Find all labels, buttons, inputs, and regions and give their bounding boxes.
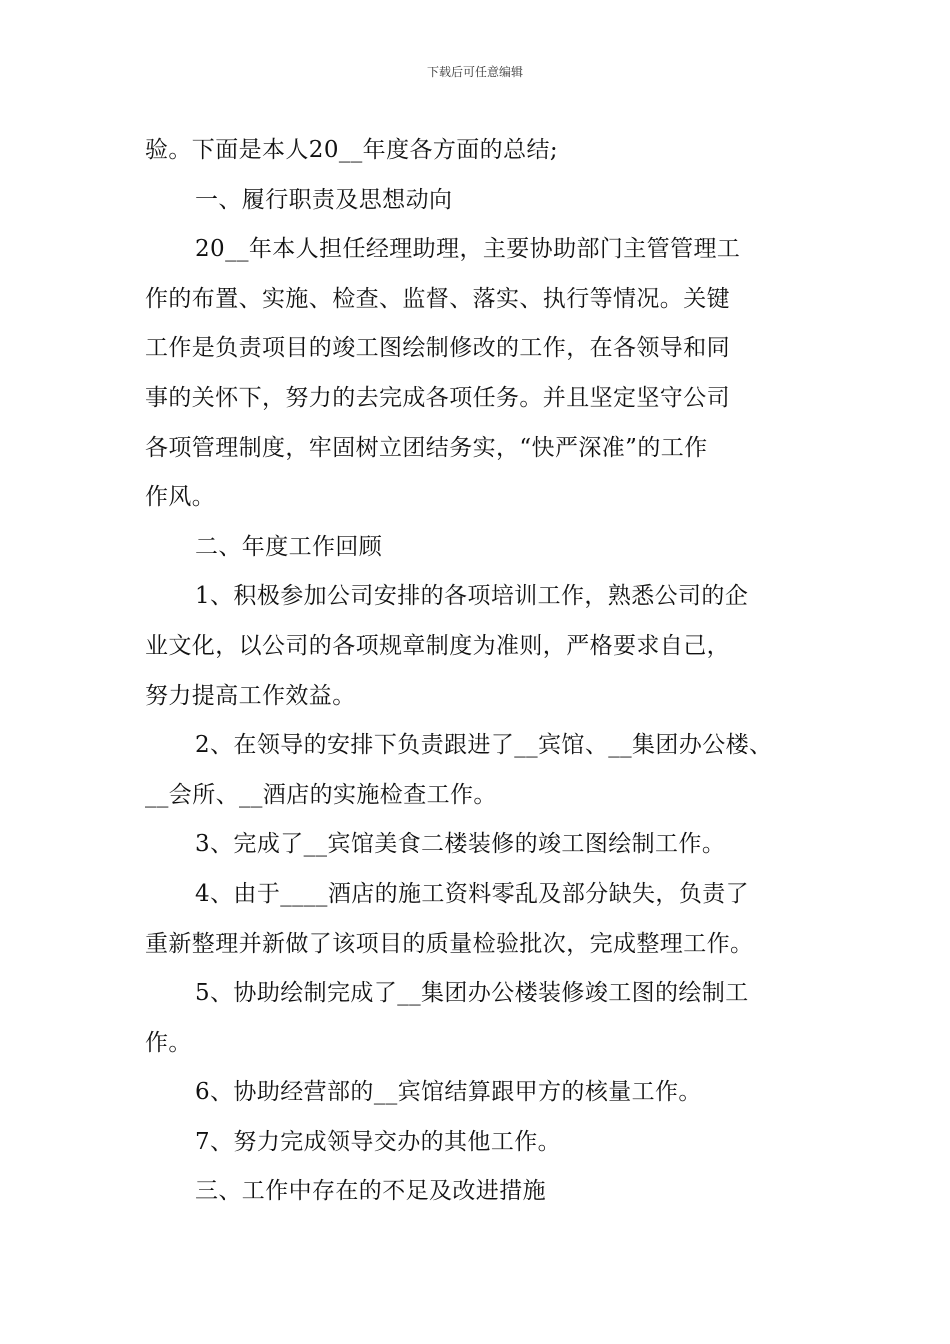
list-item-line: 3、完成了__宾馆美食二楼装修的竣工图绘制工作。 — [195, 831, 726, 858]
text-line: 作风。 — [145, 484, 216, 511]
text-line: 验。下面是本人20__年度各方面的总结; — [145, 137, 559, 163]
list-item-line: 4、由于____酒店的施工资料零乱及部分缺失，负责了 — [195, 880, 750, 907]
section-heading: 二、年度工作回顾 — [195, 533, 383, 560]
text-line: 事的关怀下，努力的去完成各项任务。并且坚定坚守公司 — [145, 384, 730, 411]
text-line: 作的布置、实施、检查、监督、落实、执行等情况。关键 — [145, 285, 730, 312]
list-item-line: 2、在领导的安排下负责跟进了__宾馆、__集团办公楼、 — [195, 732, 773, 759]
text-line: 业文化，以公司的各项规章制度为准则，严格要求自己， — [145, 632, 730, 659]
text-line: 作。 — [145, 1029, 192, 1056]
text-line: 20__年本人担任经理助理，主要协助部门主管管理工 — [195, 236, 741, 263]
text-line: 各项管理制度，牢固树立团结务实，“快严深准”的工作 — [145, 434, 708, 461]
section-heading: 一、履行职责及思想动向 — [195, 186, 453, 213]
section-heading: 三、工作中存在的不足及改进措施 — [195, 1178, 546, 1205]
list-item-line: 5、协助绘制完成了__集团办公楼装修竣工图的绘制工 — [195, 980, 749, 1007]
list-item-line: 6、协助经营部的__宾馆结算跟甲方的核量工作。 — [195, 1079, 702, 1106]
document-body — [145, 126, 825, 1217]
list-item-line: 7、努力完成领导交办的其他工作。 — [195, 1128, 562, 1155]
text-line: __会所、__酒店的实施检查工作。 — [145, 781, 497, 808]
text-line: 重新整理并新做了该项目的质量检验批次，完成整理工作。 — [145, 930, 754, 957]
text-line: 工作是负责项目的竣工图绘制修改的工作，在各领导和同 — [145, 335, 730, 362]
text-line: 努力提高工作效益。 — [145, 682, 356, 709]
list-item-line: 1、积极参加公司安排的各项培训工作，熟悉公司的企 — [195, 583, 749, 610]
page-header-note: 下载后可任意编辑 — [426, 65, 523, 79]
